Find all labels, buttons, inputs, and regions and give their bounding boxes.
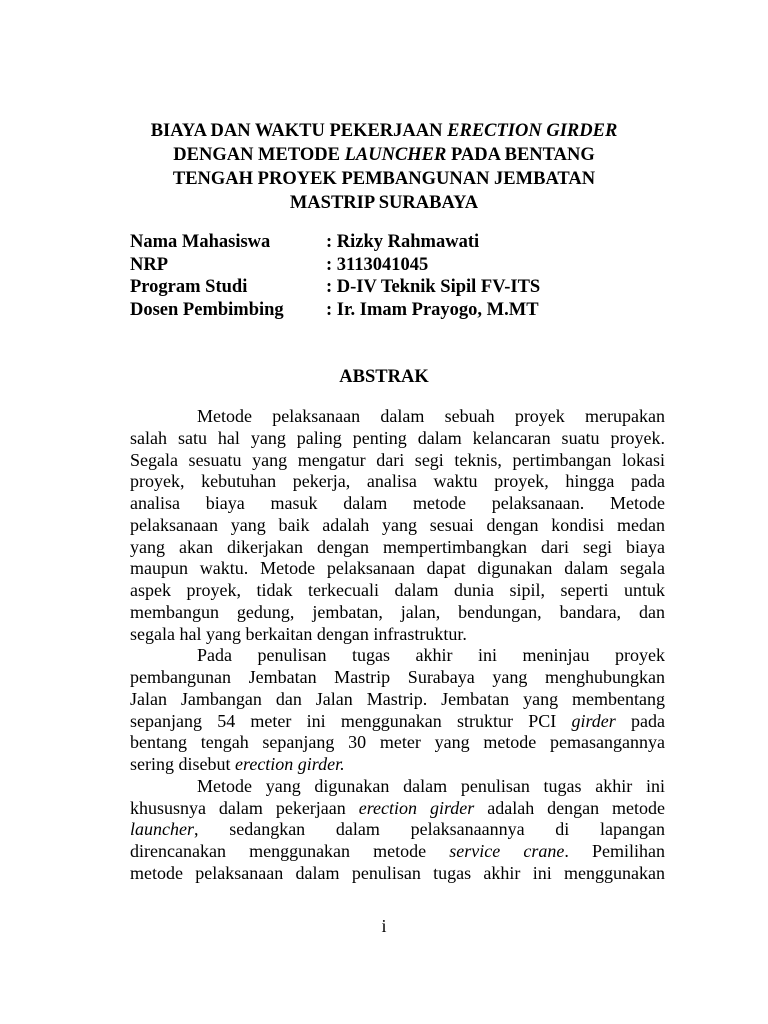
title-line-2: DENGAN METODE LAUNCHER PADA BENTANG [173,145,595,165]
abstract-line: direncanakan menggunakan metode service crane. Pemilihan [130,841,666,861]
abstract-line: Jalan Jambangan dan Jalan Mastrip. Jembatan yang membentang [130,688,665,709]
info-label: Nama Mahasiswa [130,232,271,252]
info-value: : D-IV Teknik Sipil FV-ITS [326,277,541,298]
info-label: Program Studi [130,277,248,298]
abstract-line: analisa biaya masuk dalam metode pelaksanaan. Metode [130,493,665,513]
italic-term: erection girder. [235,754,345,774]
abstract-line: salah satu hal yang paling penting dalam kelancaran suatu proyek. [130,427,665,448]
abstract-line: maupun waktu. Metode pelaksanaan dapat digunakan dalam segala [130,558,665,579]
title-italic-launcher: LAUNCHER [344,145,447,165]
info-label: NRP [130,254,169,275]
info-value: : Rizky Rahmawati [326,232,480,252]
info-row-nama [130,231,540,254]
abstract-line: sepanjang 54 meter ini menggunakan struktur PCI girder pada [130,710,665,731]
info-label: Dosen Pembimbing [130,300,284,321]
abstract-line: Segala sesuatu yang mengatur dari segi teknis, pertimbangan lokasi [130,449,665,470]
italic-term: service crane [449,841,565,861]
abstract-line: khususnya dalam pekerjaan erection girder adalah dengan metode [130,797,666,818]
abstract-line: pelaksanaan yang baik adalah yang sesuai dengan kondisi medan [130,514,665,535]
abstract-line: metode pelaksanaan dalam penulisan tugas akhir ini menggunakan [130,862,665,883]
abstract-line: Metode pelaksanaan dalam sebuah proyek merupakan [197,406,665,426]
abstract-heading: ABSTRAK [339,367,429,387]
info-row-nrp [130,254,540,277]
page-number: i [381,916,387,936]
abstract-line: aspek proyek, tidak terkecuali dalam dunia sipil, seperti untuk [130,580,665,600]
info-row-dosen [130,299,540,322]
title-line-4: MASTRIP SURABAYA [289,193,479,213]
student-info [130,231,540,322]
info-value: : 3113041045 [326,254,429,275]
italic-term: erection girder [358,797,475,818]
abstract-line: membangun gedung, jembatan, jalan, bendungan, bandara, dan [130,601,665,622]
abstract-line: proyek, kebutuhan pekerja, analisa waktu proyek, hingga pada [130,471,665,492]
abstract-line: launcher, sedangkan dalam pelaksanaannya di lapangan [130,819,665,840]
info-row-program [130,276,540,299]
title-line-3: TENGAH PROYEK PEMBANGUNAN JEMBATAN [172,169,596,189]
abstract-line: yang akan dikerjakan dengan mempertimbangkan dari segi biaya [130,536,665,557]
abstract-line: segala hal yang berkaitan dengan infrastruktur. [130,623,467,644]
abstract-line: sering disebut erection girder. [130,754,345,774]
italic-term: girder [571,710,616,731]
abstract-line: Pada penulisan tugas akhir ini meninjau proyek [197,645,665,666]
abstract-line: pembangunan Jembatan Mastrip Surabaya yang menghubungkan [130,667,665,687]
italic-term: launcher [130,819,194,840]
info-value: : Ir. Imam Prayogo, M.MT [326,300,539,321]
abstract-line: bentang tengah sepanjang 30 meter yang metode pemasangannya [130,732,665,753]
title-line-1: BIAYA DAN WAKTU PEKERJAAN ERECTION GIRDER [150,121,618,141]
abstract-body [130,406,665,885]
abstract-line: Metode yang digunakan dalam penulisan tugas akhir ini [197,775,665,796]
title-italic-erection-girder: ERECTION GIRDER [447,121,618,141]
thesis-title [100,119,668,215]
